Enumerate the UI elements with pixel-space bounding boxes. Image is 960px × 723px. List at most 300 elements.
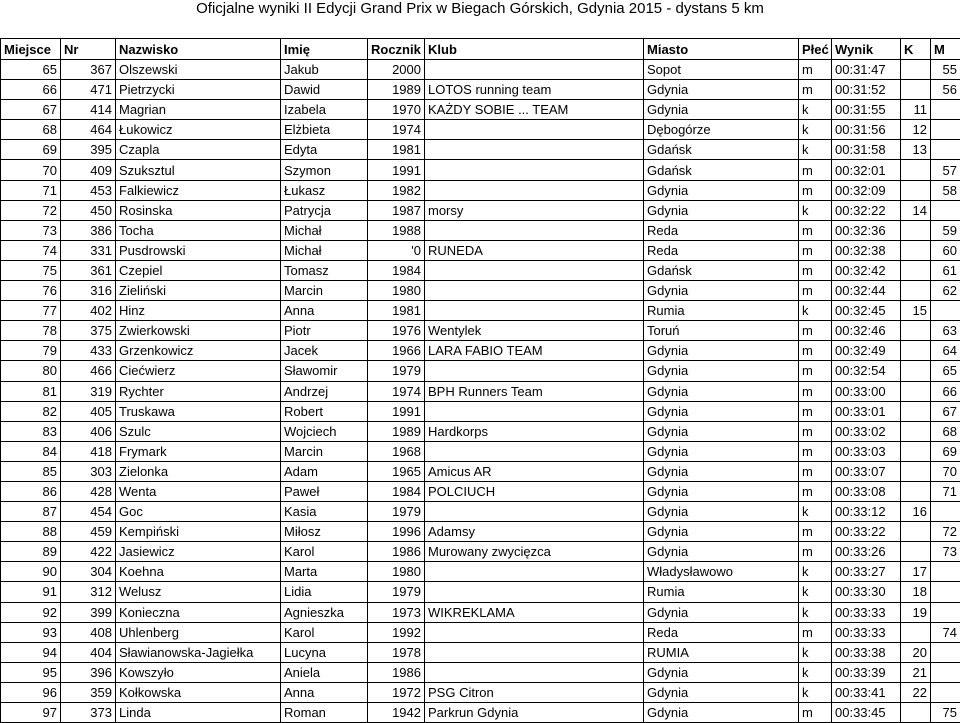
col-miejsce-cell: 65 [1, 60, 61, 80]
col-plec-cell: k [799, 562, 832, 582]
col-k-cell: 17 [901, 562, 931, 582]
col-k-cell [901, 461, 931, 481]
col-miasto-cell: Dębogórze [644, 120, 799, 140]
col-klub-cell: Wentylek [425, 321, 644, 341]
table-row [1, 341, 960, 361]
col-klub-cell [425, 401, 644, 421]
col-rocznik-cell: 1965 [368, 461, 425, 481]
col-imie-cell: Jacek [281, 341, 368, 361]
col-m-cell [931, 301, 960, 321]
col-miasto-cell: Władysławowo [644, 562, 799, 582]
col-nazwisko-cell: Zielonka [116, 461, 281, 481]
col-rocznik-cell: 1979 [368, 582, 425, 602]
col-miejsce-header: Miejsce [1, 39, 61, 60]
table-row [1, 100, 960, 120]
col-plec-header: Płeć [799, 39, 832, 60]
col-imie-cell: Andrzej [281, 381, 368, 401]
col-plec-cell: m [799, 341, 832, 361]
col-wynik-cell: 00:33:30 [832, 582, 901, 602]
col-k-cell: 20 [901, 642, 931, 662]
col-miejsce-cell: 85 [1, 461, 61, 481]
col-miejsce-cell: 79 [1, 341, 61, 361]
col-miasto-cell: Gdynia [644, 281, 799, 301]
col-miejsce-cell: 86 [1, 481, 61, 501]
col-rocznik-cell: 1984 [368, 481, 425, 501]
col-k-cell: 19 [901, 602, 931, 622]
col-m-cell [931, 120, 960, 140]
col-m-header: M [931, 39, 960, 60]
col-plec-cell: m [799, 220, 832, 240]
col-plec-cell: m [799, 180, 832, 200]
table-row [1, 200, 960, 220]
col-wynik-cell: 00:31:58 [832, 140, 901, 160]
col-plec-cell: m [799, 703, 832, 723]
col-nr-cell: 386 [61, 220, 116, 240]
col-nazwisko-cell: Kołkowska [116, 682, 281, 702]
col-nazwisko-cell: Pusdrowski [116, 240, 281, 260]
table-row [1, 622, 960, 642]
col-klub-cell [425, 662, 644, 682]
col-k-cell [901, 321, 931, 341]
col-miejsce-cell: 95 [1, 662, 61, 682]
col-wynik-cell: 00:33:33 [832, 602, 901, 622]
col-klub-cell: WIKREKLAMA [425, 602, 644, 622]
col-nr-cell: 428 [61, 481, 116, 501]
col-wynik-cell: 00:33:27 [832, 562, 901, 582]
col-wynik-cell: 00:33:02 [832, 421, 901, 441]
col-miejsce-cell: 70 [1, 160, 61, 180]
col-nazwisko-cell: Tocha [116, 220, 281, 240]
col-miejsce-cell: 83 [1, 421, 61, 441]
col-miejsce-cell: 96 [1, 682, 61, 702]
col-miejsce-cell: 78 [1, 321, 61, 341]
col-rocznik-cell: 1981 [368, 140, 425, 160]
col-miejsce-cell: 90 [1, 562, 61, 582]
col-m-cell: 61 [931, 260, 960, 280]
col-plec-cell: k [799, 582, 832, 602]
col-m-cell: 65 [931, 361, 960, 381]
col-k-cell: 22 [901, 682, 931, 702]
col-nr-cell: 404 [61, 642, 116, 662]
col-k-cell [901, 260, 931, 280]
col-m-cell [931, 602, 960, 622]
col-rocznik-cell: 1976 [368, 321, 425, 341]
col-imie-cell: Marcin [281, 441, 368, 461]
col-nr-cell: 406 [61, 421, 116, 441]
col-rocznik-cell: 1972 [368, 682, 425, 702]
col-k-cell: 21 [901, 662, 931, 682]
col-plec-cell: k [799, 642, 832, 662]
col-klub-cell: LOTOS running team [425, 80, 644, 100]
col-wynik-cell: 00:33:03 [832, 441, 901, 461]
col-miasto-cell: Gdynia [644, 200, 799, 220]
col-nr-cell: 312 [61, 582, 116, 602]
col-klub-cell [425, 180, 644, 200]
col-wynik-cell: 00:32:38 [832, 240, 901, 260]
col-k-cell [901, 60, 931, 80]
col-plec-cell: m [799, 80, 832, 100]
col-klub-cell: Murowany zwycięzca [425, 542, 644, 562]
col-k-cell: 12 [901, 120, 931, 140]
col-wynik-header: Wynik [832, 39, 901, 60]
col-imie-cell: Adam [281, 461, 368, 481]
col-nr-header: Nr [61, 39, 116, 60]
col-miasto-cell: Gdańsk [644, 140, 799, 160]
col-miasto-cell: Gdynia [644, 80, 799, 100]
col-rocznik-cell: 1986 [368, 662, 425, 682]
col-nr-cell: 408 [61, 622, 116, 642]
col-klub-cell: LARA FABIO TEAM [425, 341, 644, 361]
col-plec-cell: m [799, 60, 832, 80]
col-k-cell: 16 [901, 502, 931, 522]
col-m-cell: 69 [931, 441, 960, 461]
col-miasto-cell: Sopot [644, 60, 799, 80]
col-rocznik-cell: 1987 [368, 200, 425, 220]
col-wynik-cell: 00:32:44 [832, 281, 901, 301]
col-rocznik-cell: 1974 [368, 120, 425, 140]
col-plec-cell: k [799, 682, 832, 702]
col-m-cell: 63 [931, 321, 960, 341]
col-k-cell [901, 401, 931, 421]
col-klub-cell: Parkrun Gdynia [425, 703, 644, 723]
col-k-cell: 13 [901, 140, 931, 160]
col-wynik-cell: 00:32:45 [832, 301, 901, 321]
col-imie-cell: Karol [281, 622, 368, 642]
col-klub-cell: Amicus AR [425, 461, 644, 481]
col-rocznik-cell: 1980 [368, 281, 425, 301]
col-miejsce-cell: 77 [1, 301, 61, 321]
col-plec-cell: m [799, 381, 832, 401]
col-miejsce-cell: 93 [1, 622, 61, 642]
col-nazwisko-cell: Szulc [116, 421, 281, 441]
col-miasto-cell: RUMIA [644, 642, 799, 662]
col-imie-cell: Anna [281, 301, 368, 321]
table-row [1, 602, 960, 622]
col-m-cell: 55 [931, 60, 960, 80]
col-imie-cell: Michał [281, 220, 368, 240]
col-imie-cell: Anna [281, 682, 368, 702]
table-row [1, 80, 960, 100]
col-klub-cell [425, 562, 644, 582]
table-row [1, 481, 960, 501]
table-row [1, 381, 960, 401]
col-miejsce-cell: 94 [1, 642, 61, 662]
col-miasto-cell: Toruń [644, 321, 799, 341]
col-plec-cell: k [799, 662, 832, 682]
col-plec-cell: m [799, 361, 832, 381]
col-m-cell [931, 562, 960, 582]
col-rocznik-cell: 1992 [368, 622, 425, 642]
col-imie-cell: Aniela [281, 662, 368, 682]
col-rocznik-cell: 1982 [368, 180, 425, 200]
col-miejsce-cell: 67 [1, 100, 61, 120]
col-miejsce-cell: 91 [1, 582, 61, 602]
col-klub-cell [425, 441, 644, 461]
col-m-cell [931, 200, 960, 220]
col-m-cell: 72 [931, 522, 960, 542]
col-nazwisko-cell: Linda [116, 703, 281, 723]
col-nazwisko-cell: Szuksztul [116, 160, 281, 180]
col-miejsce-cell: 66 [1, 80, 61, 100]
col-nr-cell: 303 [61, 461, 116, 481]
col-miasto-cell: Gdynia [644, 461, 799, 481]
col-nr-cell: 373 [61, 703, 116, 723]
col-m-cell: 56 [931, 80, 960, 100]
col-m-cell [931, 642, 960, 662]
col-miasto-cell: Reda [644, 622, 799, 642]
col-imie-cell: Kasia [281, 502, 368, 522]
col-miasto-cell: Gdańsk [644, 160, 799, 180]
col-nazwisko-cell: Wenta [116, 481, 281, 501]
col-nr-cell: 304 [61, 562, 116, 582]
col-k-cell [901, 522, 931, 542]
col-m-cell: 66 [931, 381, 960, 401]
col-miasto-cell: Gdańsk [644, 260, 799, 280]
col-imie-cell: Lidia [281, 582, 368, 602]
col-rocznik-cell: 1991 [368, 401, 425, 421]
col-nr-cell: 331 [61, 240, 116, 260]
col-wynik-cell: 00:32:49 [832, 341, 901, 361]
col-klub-cell: BPH Runners Team [425, 381, 644, 401]
col-nr-cell: 367 [61, 60, 116, 80]
col-m-cell [931, 100, 960, 120]
col-nr-cell: 316 [61, 281, 116, 301]
col-k-cell [901, 441, 931, 461]
col-wynik-cell: 00:32:36 [832, 220, 901, 240]
col-miasto-cell: Gdynia [644, 341, 799, 361]
col-wynik-cell: 00:33:45 [832, 703, 901, 723]
col-miasto-cell: Rumia [644, 301, 799, 321]
col-wynik-cell: 00:33:33 [832, 622, 901, 642]
col-miejsce-cell: 97 [1, 703, 61, 723]
col-miejsce-cell: 92 [1, 602, 61, 622]
table-row [1, 461, 960, 481]
col-imie-cell: Piotr [281, 321, 368, 341]
col-nr-cell: 375 [61, 321, 116, 341]
col-klub-cell [425, 220, 644, 240]
col-imie-cell: Michał [281, 240, 368, 260]
page-title: Oficjalne wyniki II Edycji Grand Prix w Biegach Górskich, Gdynia 2015 - dystans 5 km [0, 0, 960, 20]
col-klub-cell [425, 502, 644, 522]
col-rocznik-cell: 1996 [368, 522, 425, 542]
col-wynik-cell: 00:33:38 [832, 642, 901, 662]
col-nazwisko-cell: Frymark [116, 441, 281, 461]
table-row [1, 502, 960, 522]
col-imie-cell: Szymon [281, 160, 368, 180]
table-row [1, 361, 960, 381]
col-miasto-cell: Gdynia [644, 502, 799, 522]
col-nazwisko-cell: Konieczna [116, 602, 281, 622]
col-nr-cell: 402 [61, 301, 116, 321]
col-rocznik-cell: 1979 [368, 502, 425, 522]
col-m-cell: 74 [931, 622, 960, 642]
col-nr-cell: 395 [61, 140, 116, 160]
col-plec-cell: k [799, 140, 832, 160]
col-plec-cell: m [799, 160, 832, 180]
col-plec-cell: m [799, 401, 832, 421]
col-k-header: K [901, 39, 931, 60]
col-klub-cell [425, 281, 644, 301]
table-row [1, 240, 960, 260]
col-nazwisko-cell: Falkiewicz [116, 180, 281, 200]
col-rocznik-cell: 1942 [368, 703, 425, 723]
col-k-cell [901, 421, 931, 441]
col-wynik-cell: 00:33:12 [832, 502, 901, 522]
col-nazwisko-cell: Pietrzycki [116, 80, 281, 100]
col-nazwisko-cell: Czepiel [116, 260, 281, 280]
col-k-cell [901, 240, 931, 260]
col-imie-header: Imię [281, 39, 368, 60]
col-m-cell: 67 [931, 401, 960, 421]
col-imie-cell: Karol [281, 542, 368, 562]
table-row [1, 662, 960, 682]
col-nazwisko-cell: Rosinska [116, 200, 281, 220]
col-nr-cell: 405 [61, 401, 116, 421]
col-klub-cell: POLCIUCH [425, 481, 644, 501]
col-k-cell [901, 361, 931, 381]
col-rocznik-cell: 2000 [368, 60, 425, 80]
col-imie-cell: Dawid [281, 80, 368, 100]
col-nr-cell: 464 [61, 120, 116, 140]
col-rocznik-cell: 1968 [368, 441, 425, 461]
header-row [1, 39, 960, 60]
col-wynik-cell: 00:33:41 [832, 682, 901, 702]
col-imie-cell: Sławomir [281, 361, 368, 381]
col-nr-cell: 459 [61, 522, 116, 542]
table-row [1, 562, 960, 582]
col-k-cell [901, 542, 931, 562]
col-rocznik-cell: 1978 [368, 642, 425, 662]
col-wynik-cell: 00:32:46 [832, 321, 901, 341]
col-wynik-cell: 00:33:07 [832, 461, 901, 481]
col-nr-cell: 399 [61, 602, 116, 622]
col-nazwisko-cell: Welusz [116, 582, 281, 602]
col-wynik-cell: 00:32:22 [832, 200, 901, 220]
table-row [1, 421, 960, 441]
table-row [1, 140, 960, 160]
col-imie-cell: Patrycja [281, 200, 368, 220]
col-imie-cell: Lucyna [281, 642, 368, 662]
col-imie-cell: Elżbieta [281, 120, 368, 140]
col-k-cell [901, 281, 931, 301]
col-k-cell [901, 341, 931, 361]
col-plec-cell: k [799, 100, 832, 120]
col-rocznik-cell: 1989 [368, 421, 425, 441]
col-miasto-cell: Gdynia [644, 421, 799, 441]
col-nazwisko-cell: Kowszyło [116, 662, 281, 682]
col-nr-cell: 361 [61, 260, 116, 280]
col-klub-cell [425, 361, 644, 381]
table-row [1, 542, 960, 562]
col-miasto-cell: Gdynia [644, 180, 799, 200]
col-imie-cell: Jakub [281, 60, 368, 80]
col-klub-cell: PSG Citron [425, 682, 644, 702]
col-m-cell: 60 [931, 240, 960, 260]
col-rocznik-cell: 1988 [368, 220, 425, 240]
col-rocznik-cell: 1970 [368, 100, 425, 120]
col-rocznik-header: Rocznik [368, 39, 425, 60]
col-plec-cell: k [799, 502, 832, 522]
col-plec-cell: m [799, 281, 832, 301]
col-klub-cell [425, 260, 644, 280]
col-wynik-cell: 00:32:54 [832, 361, 901, 381]
table-row [1, 160, 960, 180]
col-klub-header: Klub [425, 39, 644, 60]
col-imie-cell: Marta [281, 562, 368, 582]
col-plec-cell: m [799, 622, 832, 642]
col-plec-cell: m [799, 321, 832, 341]
col-wynik-cell: 00:33:22 [832, 522, 901, 542]
col-miejsce-cell: 75 [1, 260, 61, 280]
col-miejsce-cell: 87 [1, 502, 61, 522]
col-m-cell [931, 582, 960, 602]
col-imie-cell: Roman [281, 703, 368, 723]
col-nazwisko-cell: Olszewski [116, 60, 281, 80]
table-row [1, 401, 960, 421]
col-nazwisko-cell: Rychter [116, 381, 281, 401]
col-k-cell: 15 [901, 301, 931, 321]
results-table [0, 38, 960, 723]
table-row [1, 301, 960, 321]
col-k-cell [901, 622, 931, 642]
col-rocznik-cell: 1979 [368, 361, 425, 381]
col-rocznik-cell: 1984 [368, 260, 425, 280]
col-nazwisko-cell: Goc [116, 502, 281, 522]
col-k-cell [901, 160, 931, 180]
table-row [1, 441, 960, 461]
col-plec-cell: m [799, 240, 832, 260]
col-miejsce-cell: 73 [1, 220, 61, 240]
col-rocznik-cell: 1989 [368, 80, 425, 100]
col-rocznik-cell: 1966 [368, 341, 425, 361]
col-k-cell [901, 180, 931, 200]
col-m-cell: 59 [931, 220, 960, 240]
col-nr-cell: 422 [61, 542, 116, 562]
col-plec-cell: m [799, 542, 832, 562]
col-miasto-cell: Gdynia [644, 542, 799, 562]
col-k-cell [901, 381, 931, 401]
col-k-cell [901, 703, 931, 723]
col-miejsce-cell: 72 [1, 200, 61, 220]
table-row [1, 220, 960, 240]
col-miejsce-cell: 88 [1, 522, 61, 542]
col-nr-cell: 396 [61, 662, 116, 682]
col-rocznik-cell: 1991 [368, 160, 425, 180]
col-m-cell: 62 [931, 281, 960, 301]
col-miasto-cell: Gdynia [644, 441, 799, 461]
col-imie-cell: Łukasz [281, 180, 368, 200]
col-miasto-cell: Gdynia [644, 381, 799, 401]
col-miasto-cell: Gdynia [644, 481, 799, 501]
col-nazwisko-cell: Koehna [116, 562, 281, 582]
col-nazwisko-cell: Grzenkowicz [116, 341, 281, 361]
col-miasto-cell: Rumia [644, 582, 799, 602]
table-row [1, 180, 960, 200]
col-k-cell: 14 [901, 200, 931, 220]
table-row [1, 60, 960, 80]
col-nazwisko-cell: Kempiński [116, 522, 281, 542]
col-klub-cell [425, 642, 644, 662]
col-m-cell [931, 662, 960, 682]
col-k-cell: 18 [901, 582, 931, 602]
col-klub-cell [425, 120, 644, 140]
col-imie-cell: Marcin [281, 281, 368, 301]
col-nazwisko-cell: Ciećwierz [116, 361, 281, 381]
col-rocznik-cell: 1981 [368, 301, 425, 321]
col-plec-cell: k [799, 200, 832, 220]
col-miasto-cell: Gdynia [644, 602, 799, 622]
col-imie-cell: Izabela [281, 100, 368, 120]
